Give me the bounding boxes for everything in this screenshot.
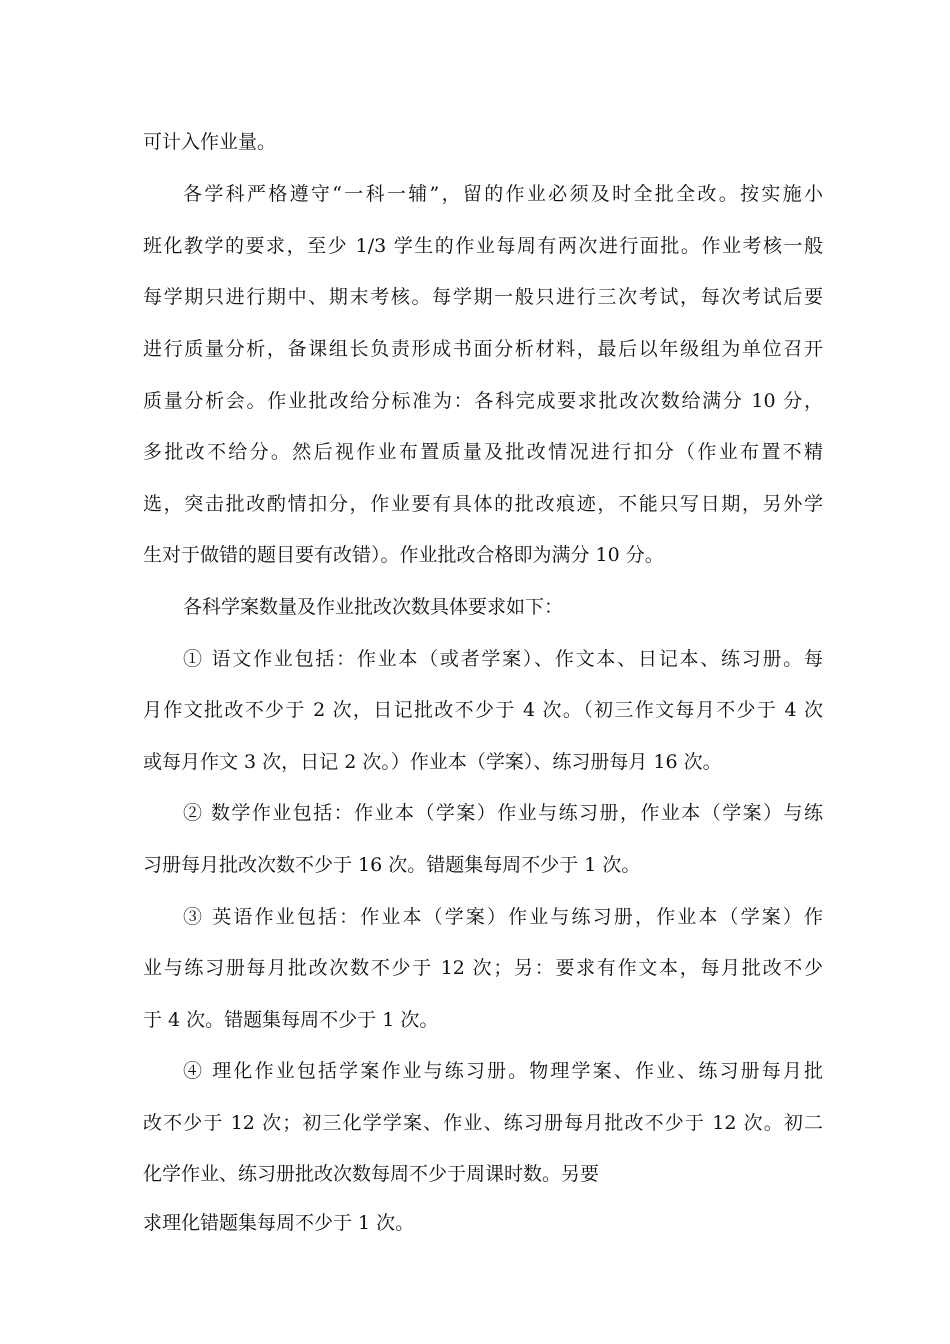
text-line: 进行质量分析，备课组长负责形成书面分析材料，最后以年级组为单位召开 — [143, 338, 823, 360]
text-line: 生对于做错的题目要有改错）。作业批改合格即为满分 10 分。 — [143, 544, 664, 566]
text-line: 多批改不给分。然后视作业布置质量及批改情况进行扣分（作业布置不精 — [143, 441, 823, 463]
text-line: 月作文批改不少于 2 次，日记批改不少于 4 次。（初三作文每月不少于 4 次 — [143, 699, 823, 721]
text-line: 或每月作文 3 次，日记 2 次。）作业本（学案）、练习册每月 16 次。 — [143, 751, 722, 773]
text-line: 化学作业、练习册批改次数每周不少于周课时数。另要 — [143, 1163, 600, 1185]
text-line: 改不少于 12 次；初三化学学案、作业、练习册每月批改不少于 12 次。初二 — [143, 1112, 823, 1134]
text-line: 选，突击批改酌情扣分，作业要有具体的批改痕迹，不能只写日期，另外学 — [143, 493, 823, 515]
text-line: 于 4 次。错题集每周不少于 1 次。 — [143, 1009, 439, 1031]
text-line: 质量分析会。作业批改给分标准为：各科完成要求批改次数给满分 10 分， — [143, 390, 823, 412]
text-line: 可计入作业量。 — [143, 131, 277, 153]
text-line: 各科学案数量及作业批改次数具体要求如下： — [183, 596, 564, 618]
text-line: 习册每月批改次数不少于 16 次。错题集每周不少于 1 次。 — [143, 854, 641, 876]
text-line: ① 语文作业包括：作业本（或者学案）、作文本、日记本、练习册。每 — [183, 648, 823, 670]
text-line: 业与练习册每月批改次数不少于 12 次；另：要求有作文本，每月批改不少 — [143, 957, 823, 979]
text-line: ③ 英语作业包括：作业本（学案）作业与练习册，作业本（学案）作 — [183, 906, 823, 928]
text-line: 各学科严格遵守“一科一辅”，留的作业必须及时全批全改。按实施小 — [183, 183, 823, 205]
text-line: ② 数学作业包括：作业本（学案）作业与练习册，作业本（学案）与练 — [183, 802, 823, 824]
text-line: 班化教学的要求，至少 1/3 学生的作业每周有两次进行面批。作业考核一般 — [143, 235, 823, 257]
text-line: ④ 理化作业包括学案作业与练习册。物理学案、作业、练习册每月批 — [183, 1060, 823, 1082]
text-line: 求理化错题集每周不少于 1 次。 — [143, 1212, 415, 1234]
text-line: 每学期只进行期中、期末考核。每学期一般只进行三次考试，每次考试后要 — [143, 286, 823, 308]
